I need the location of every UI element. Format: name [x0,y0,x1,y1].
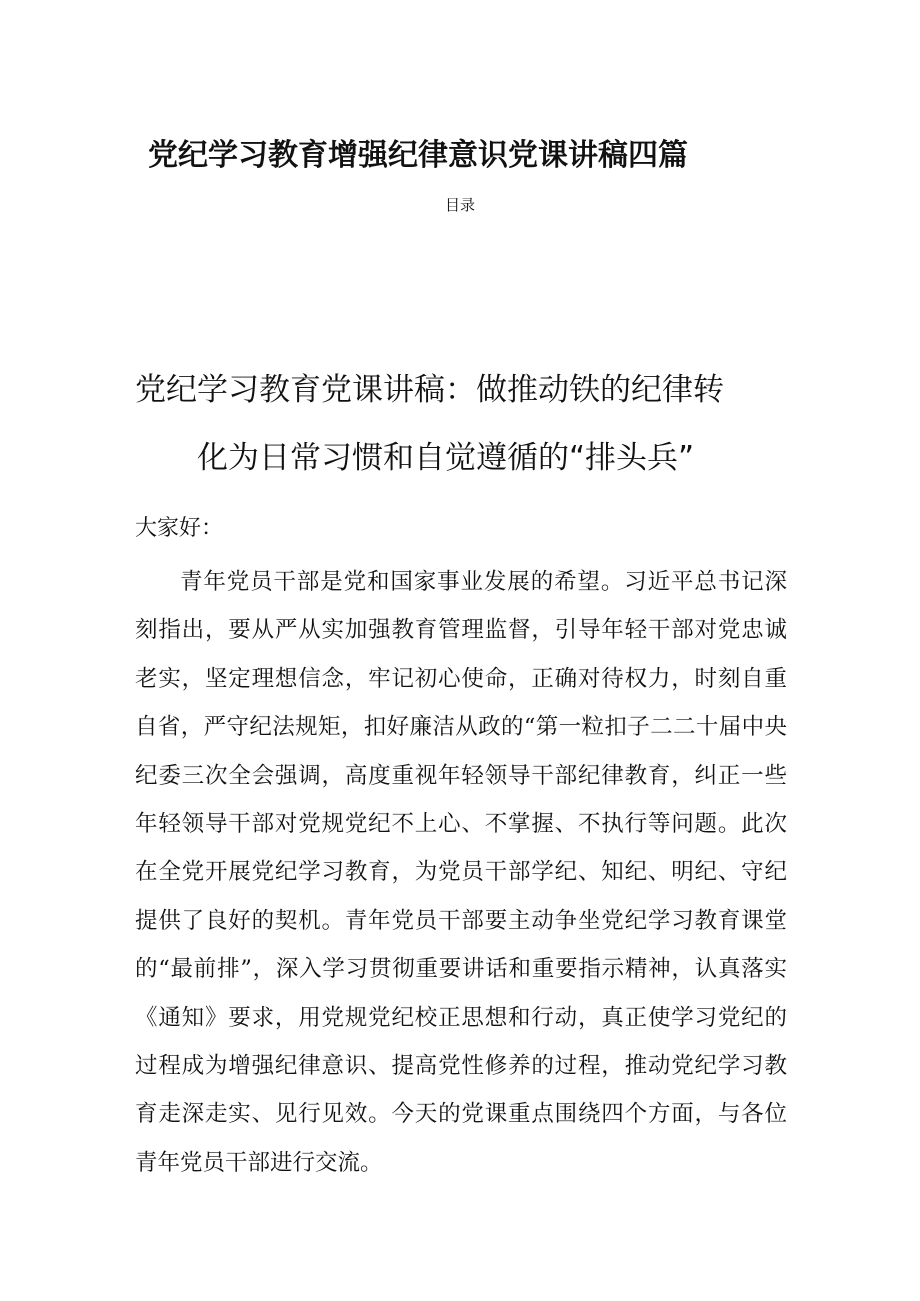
section-title-line-2: 化为日常习惯和自觉遵循的“排头兵” [197,440,695,476]
greeting: 大家好： [135,516,224,541]
section-title-line-1: 党纪学习教育党课讲稿：做推动铁的纪律转 [135,372,724,408]
document-title: 党纪学习教育增强纪律意识党课讲稿四篇 [148,138,688,173]
body-paragraph: 青年党员干部是党和国家事业发展的希望。习近平总书记深刻指出，要从严从实加强教育管理监督，引导年轻干部对党忠诚老实，坚定理想信念，牢记初心使命，正确对待权力，时刻自重自省，严守纪法规矩，扣好廉洁从政的“第一粒扣子二二十届中央纪委三次全会强调，高度重视年轻领导干部纪律教育，纠正一些年轻领导干部对党规党纪不上心、不掌握、不执行等问题。此次在全党开展党纪学习教育，为党员干部学纪、知纪、明纪、守纪提供了良好的契机。青年党员干部要主动争坐党纪学习教育课堂的“最前排”，深入学习贯彻重要讲话和重要指示精神，认真落实《通知》要求，用党规党纪校正思想和行动，真正使学习党纪的过程成为增强纪律意识、提高党性修养的过程，推动党纪学习教育走深走实、见行见效。今天的党课重点围绕四个方面，与各位青年党员干部进行交流。 [135,569,787,1176]
section-title [135,356,795,492]
table-of-contents-label: 目录 [444,196,475,214]
